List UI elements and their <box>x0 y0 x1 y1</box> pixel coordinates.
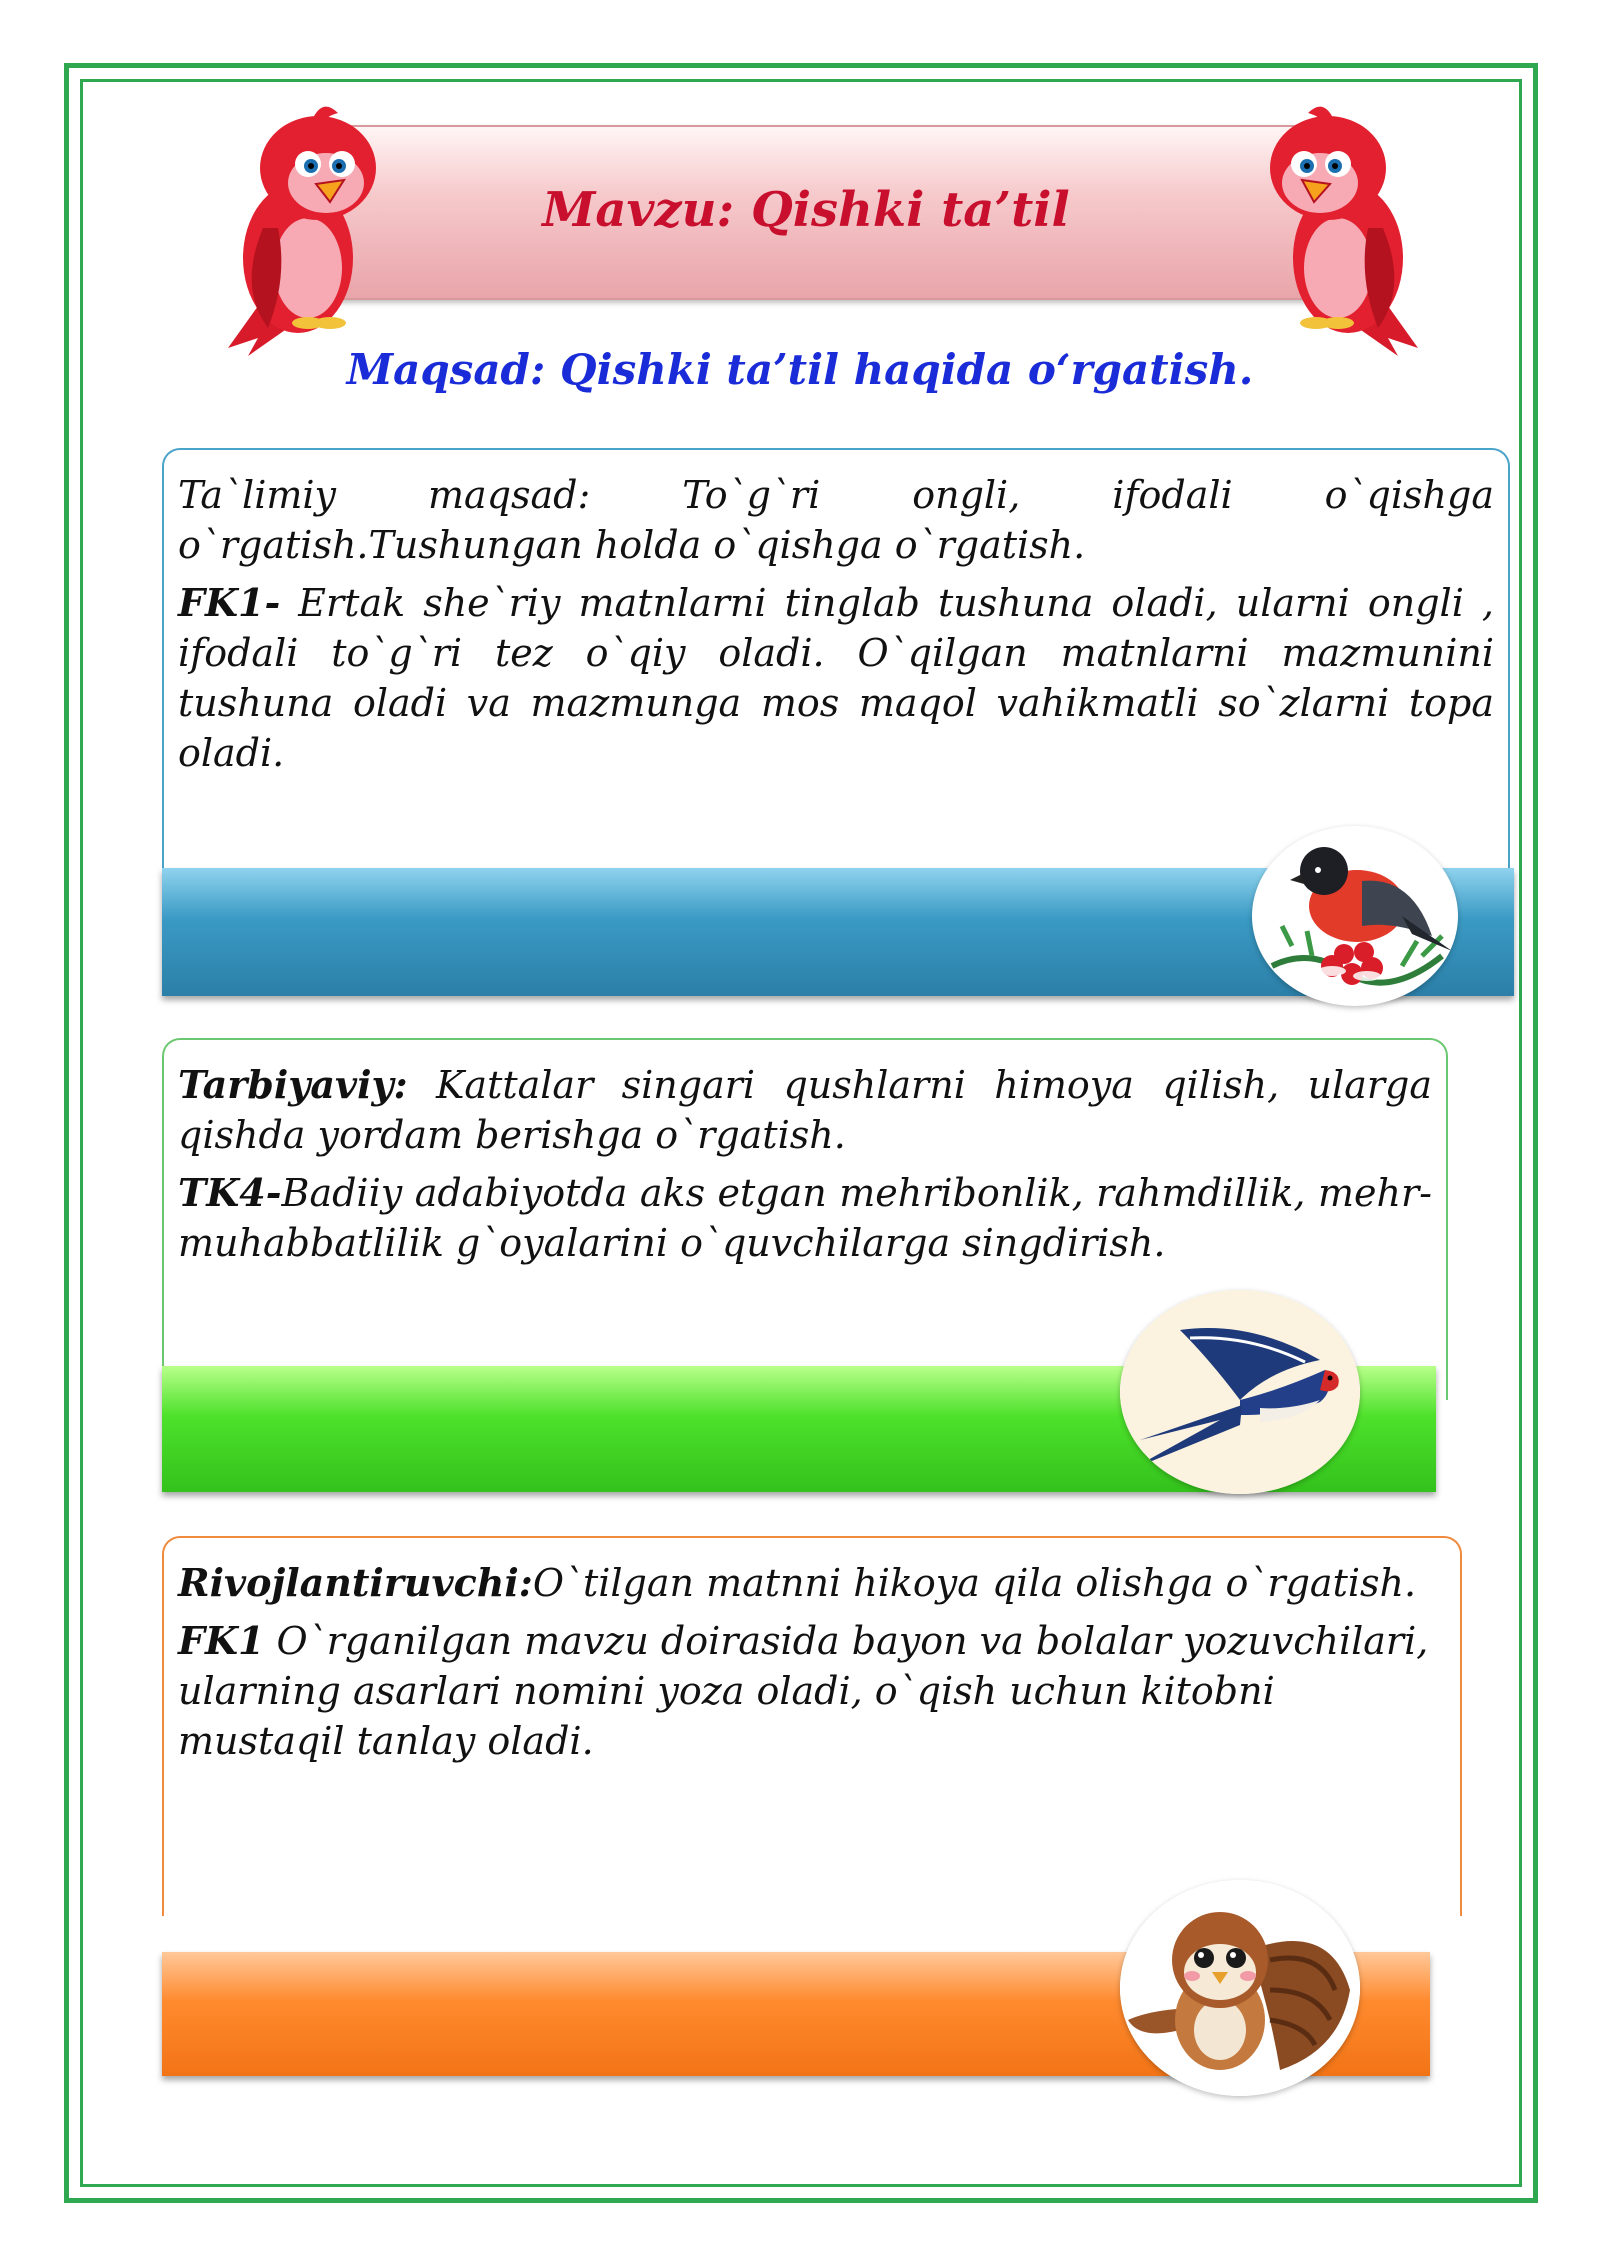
fk1-label-2: FK1 <box>178 1618 265 1663</box>
cartoon-bird-left-icon <box>218 98 398 358</box>
fk1-label: FK1- <box>178 580 281 625</box>
tk4-text: Badiiy adabiyotda aks etgan mehribonlik, rahmdillik, mehr-muhabbatlilik g`oyalarini o`quvchilarga singdirish. <box>178 1171 1432 1265</box>
fk1-text-2: O`rganilgan mavzu doirasida bayon va bolalar yozuvchilari, ularning asarlari nomini yoza oladi, o`qish uchun kitobni mustaqil tanlay oladi. <box>178 1619 1429 1763</box>
bullfinch-icon <box>1252 826 1458 1006</box>
tk4-label: TK4- <box>178 1170 282 1215</box>
fk1-text: Ertak she`riy matnlarni tinglab tushuna oladi, ularni ongli , ifodali to`g`ri tez o`qiy oladi. O`qilgan matnlarni mazmunini tushuna oladi va mazmunga mos maqol vahikmatli so`zlarni topa oladi. <box>178 581 1494 775</box>
upbringing-label: Tarbiyaviy: <box>178 1062 408 1107</box>
sparrow-icon <box>1120 1880 1360 2096</box>
cartoon-bird-right-icon <box>1248 98 1428 358</box>
lesson-goal: Maqsad: Qishki ta’til haqida o‘rgatish. <box>346 345 1254 394</box>
educational-goal-card <box>162 448 1510 868</box>
developmental-text: O`tilgan matnni hikoya qila olishga o`rgatish. <box>532 1561 1417 1605</box>
upbringing-text: Kattalar singari qushlarni himoya qilish, ularga qishda yordam berishga o`rgatish. <box>178 1063 1432 1157</box>
swallow-icon <box>1120 1290 1360 1494</box>
page-title: Mavzu: Qishki ta’til <box>542 182 1070 238</box>
developmental-label: Rivojlantiruvchi: <box>178 1560 533 1605</box>
developmental-goal-card <box>162 1536 1462 1916</box>
educational-goal-text: Ta`limiy maqsad: To`g`ri ongli, ifodali o`qishga o`rgatish.Tushungan holda o`qishga o`rgatish. <box>178 473 1494 567</box>
